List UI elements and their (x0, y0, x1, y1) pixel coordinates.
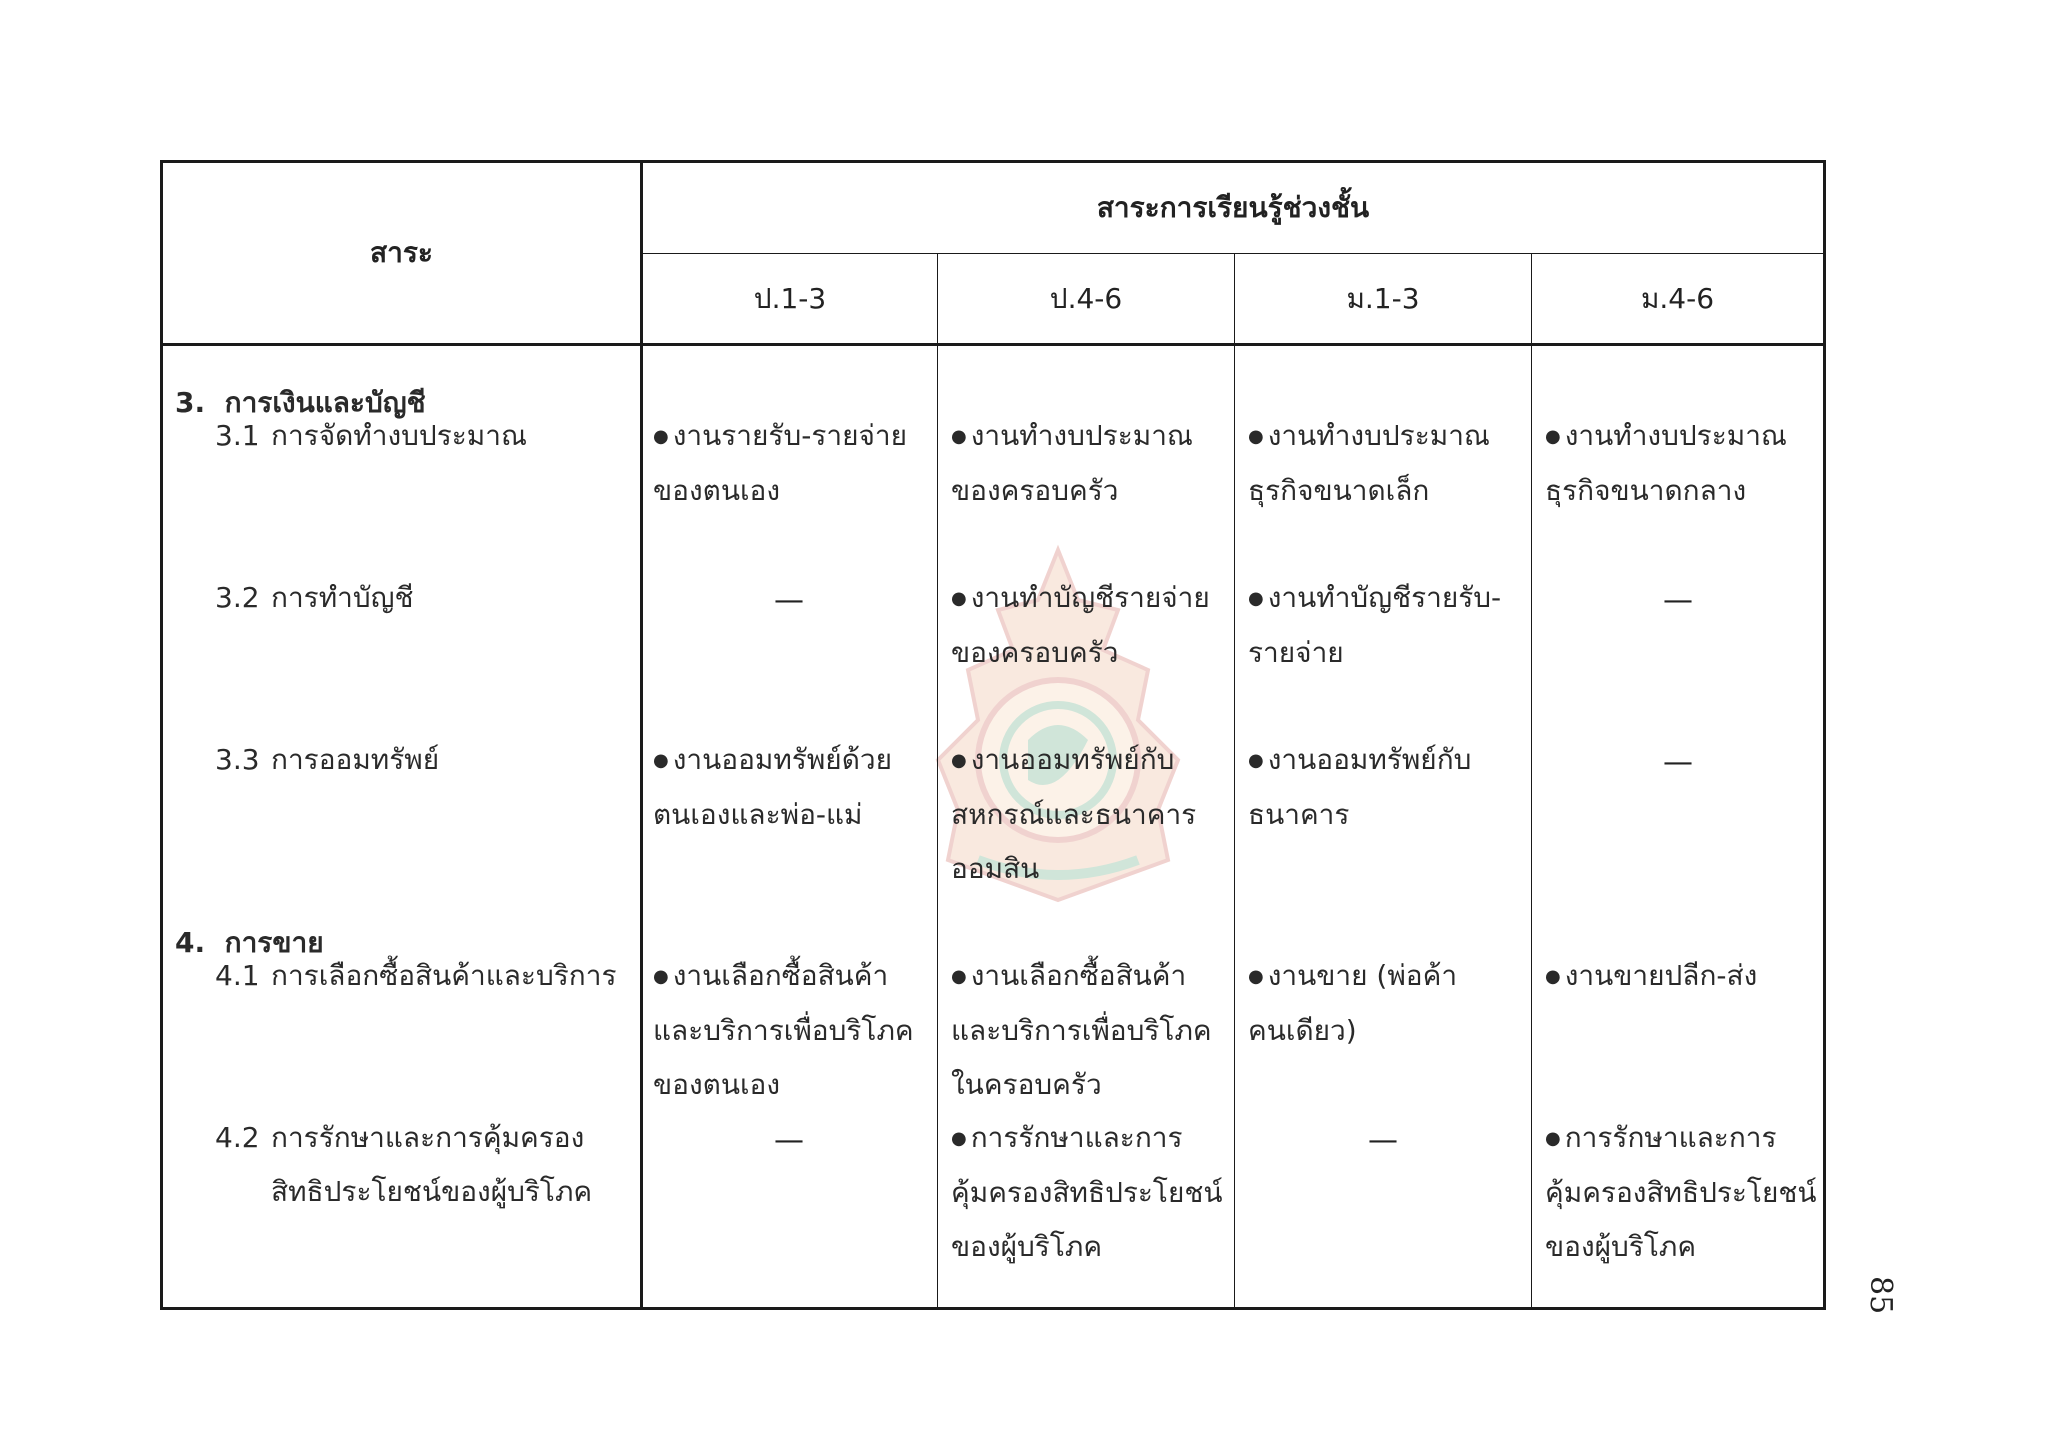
page-number: 85 (1863, 1276, 1898, 1315)
column-divider (937, 253, 938, 1307)
bullet-icon: ● (1248, 750, 1264, 771)
content-cell: ● การรักษาและการ คุ้มครองสิทธิประโยชน์ ของผู้บริโภค (951, 1121, 1223, 1263)
content-cell: ● งานเลือกซื้อสินค้า และบริการเพื่อบริโภค ในครอบครัว (951, 959, 1212, 1101)
bullet-icon: ● (653, 750, 669, 771)
bullet-icon: ● (1545, 1128, 1561, 1149)
bullet-icon: ● (1545, 426, 1561, 447)
content-cell: ● งานทำงบประมาณ ของครอบครัว (951, 419, 1193, 507)
topic-cell: 3.2 การทำบัญชี (215, 581, 414, 614)
header-level-p4-6: ป.4-6 (1049, 281, 1123, 315)
section-heading: 4. การขาย (175, 926, 324, 959)
header-level-m4-6: ม.4-6 (1640, 281, 1715, 315)
content-cell: ● งานทำงบประมาณ ธุรกิจขนาดกลาง (1545, 419, 1787, 507)
content-cell: ● การรักษาและการ คุ้มครองสิทธิประโยชน์ ของผู้บริโภค (1545, 1121, 1817, 1263)
empty-dash: — (1663, 583, 1693, 618)
header-topic: สาระ (370, 236, 433, 269)
empty-dash: — (774, 1123, 804, 1158)
content-cell: ● งานรายรับ-รายจ่าย ของตนเอง (653, 419, 908, 507)
curriculum-table (160, 160, 1826, 1310)
content-cell: ● งานขายปลีก-ส่ง (1545, 959, 1758, 992)
section-heading: 3. การเงินและบัญชี (175, 386, 426, 419)
bullet-icon: ● (653, 426, 669, 447)
header-level-m1-3: ม.1-3 (1346, 281, 1420, 315)
empty-dash: — (1663, 745, 1693, 780)
bullet-icon: ● (653, 966, 669, 987)
content-cell: ● งานขาย (พ่อค้า คนเดียว) (1248, 959, 1458, 1047)
column-divider (1234, 253, 1235, 1307)
header-level-group: สาระการเรียนรู้ช่วงชั้น (1096, 191, 1370, 224)
bullet-icon: ● (951, 588, 967, 609)
topic-cell: 4.2 การรักษาและการคุ้มครอง สิทธิประโยชน์ของผู้บริโภค (215, 1121, 593, 1208)
bullet-icon: ● (951, 426, 967, 447)
topic-cell: 4.1 การเลือกซื้อสินค้าและบริการ (215, 959, 617, 992)
bullet-icon: ● (1248, 588, 1264, 609)
bullet-icon: ● (951, 966, 967, 987)
bullet-icon: ● (1545, 966, 1561, 987)
bullet-icon: ● (1248, 426, 1264, 447)
column-divider (1531, 253, 1532, 1307)
content-cell: ● งานออมทรัพย์กับ ธนาคาร (1248, 743, 1472, 831)
topic-cell: 3.3 การออมทรัพย์ (215, 743, 440, 776)
content-cell: ● งานออมทรัพย์ด้วย ตนเองและพ่อ-แม่ (653, 743, 893, 831)
bullet-icon: ● (951, 1128, 967, 1149)
content-cell: ● งานทำบัญชีรายจ่าย ของครอบครัว (951, 581, 1210, 669)
header-bottom-border (163, 343, 1823, 346)
empty-dash: — (1368, 1123, 1398, 1158)
bullet-icon: ● (951, 750, 967, 771)
header-level-p1-3: ป.1-3 (753, 281, 827, 315)
content-cell: ● งานทำบัญชีรายรับ- รายจ่าย (1248, 581, 1502, 669)
topic-cell: 3.1 การจัดทำงบประมาณ (215, 419, 527, 452)
empty-dash: — (774, 583, 804, 618)
content-cell: ● งานเลือกซื้อสินค้า และบริการเพื่อบริโภค ของตนเอง (653, 959, 914, 1101)
bullet-icon: ● (1248, 966, 1264, 987)
content-cell: ● งานทำงบประมาณ ธุรกิจขนาดเล็ก (1248, 419, 1490, 507)
content-cell: ● งานออมทรัพย์กับ สหกรณ์และธนาคาร ออมสิน (951, 743, 1197, 885)
